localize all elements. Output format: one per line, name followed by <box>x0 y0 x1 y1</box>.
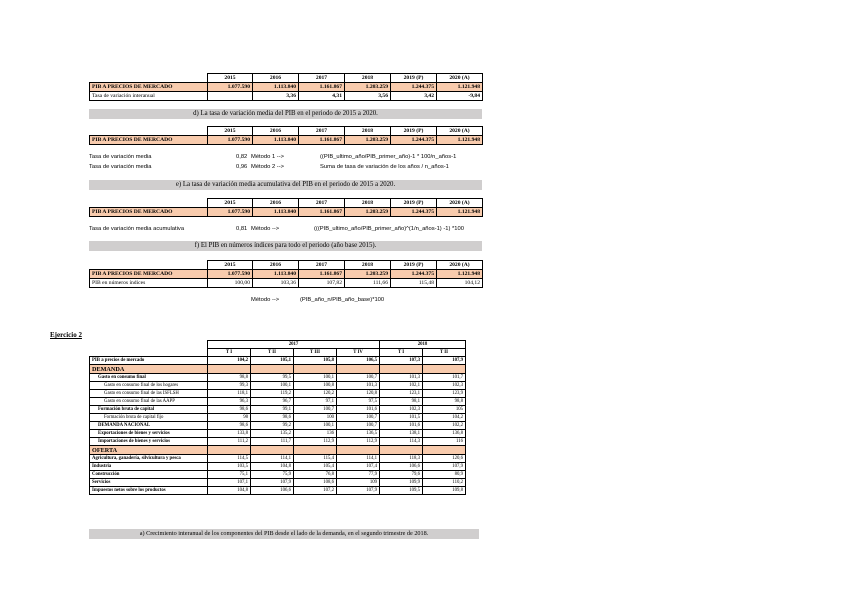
row-value: 99,2 <box>251 422 294 430</box>
row-label: DEMANDA NACIONAL <box>90 422 208 430</box>
pib-value: 1.203.259 <box>345 270 391 279</box>
row-value: 107,2 <box>294 487 337 495</box>
year-cell: 2017 <box>208 341 380 349</box>
year-header-row <box>90 74 483 83</box>
row-value: 105,4 <box>294 463 337 471</box>
row-value: 123,9 <box>423 390 466 398</box>
variation-row <box>90 92 483 101</box>
pib-value: 1.203.259 <box>345 208 391 217</box>
pib-table-3 <box>89 198 483 217</box>
table-row <box>90 390 466 398</box>
pib-label: PIB A PRECIOS DE MERCADO <box>90 270 208 279</box>
quarter-cell: T I <box>380 349 423 357</box>
table-body <box>90 357 466 495</box>
row-label: Agricultura, ganadería, silvicultura y pesca <box>90 455 208 463</box>
row-label: PIB a precios de mercado <box>90 357 208 365</box>
row-label: DEMANDA <box>90 365 208 374</box>
variation-value: 4,31 <box>299 92 345 101</box>
row-value: 114,1 <box>337 455 380 463</box>
row-value: 98 <box>208 414 251 422</box>
pib-value: 1.161.867 <box>299 136 345 145</box>
row-value: 136 <box>294 430 337 438</box>
table-row <box>90 382 466 390</box>
row-value: 98,8 <box>423 398 466 406</box>
pib-value: 1.244.375 <box>391 208 437 217</box>
section-d-caption: d) La tasa de variación media del PIB en el periodo de 2015 a 2020. <box>89 109 482 119</box>
row-label: OFERTA <box>90 446 208 455</box>
row-value: 112,9 <box>294 438 337 446</box>
row-value: 107,9 <box>423 463 466 471</box>
row-value: 120,2 <box>294 390 337 398</box>
row-value: 138,1 <box>380 430 423 438</box>
cumulative-method: Método --> <box>251 226 280 232</box>
row-value: 100,1 <box>294 374 337 382</box>
row-value: 77,9 <box>337 471 380 479</box>
variation-value: -9,84 <box>437 92 483 101</box>
row-value: 119,2 <box>251 390 294 398</box>
row-label: Construcción <box>90 471 208 479</box>
pib-value: 1.203.259 <box>345 136 391 145</box>
row-value: 76,8 <box>294 471 337 479</box>
method-2-label: Tasa de variación media <box>89 164 152 170</box>
index-method: Método --> <box>251 297 280 303</box>
pib-value: 1.113.840 <box>253 83 299 92</box>
year-cell: 2015 <box>208 127 253 136</box>
index-value: 104,12 <box>437 279 483 288</box>
cumulative-value: 0,81 <box>236 226 248 232</box>
row-value: 115,4 <box>294 455 337 463</box>
row-label: Gasto en consumo final de los hogares <box>90 382 208 390</box>
table-row <box>90 471 466 479</box>
table-row <box>90 422 466 430</box>
row-value: 101,7 <box>423 374 466 382</box>
table-row <box>90 455 466 463</box>
row-value <box>380 365 423 374</box>
row-value <box>380 446 423 455</box>
row-value: 97,1 <box>294 398 337 406</box>
year-cell: 2017 <box>299 74 345 83</box>
row-value: 106,6 <box>251 487 294 495</box>
row-value: 98,6 <box>251 414 294 422</box>
section-f-caption: f) El PIB en números índices para todo el periodo (año base 2015). <box>89 241 482 251</box>
row-value: 98,8 <box>208 374 251 382</box>
row-value: 118,3 <box>380 455 423 463</box>
row-value <box>208 446 251 455</box>
pib-value: 1.161.867 <box>299 208 345 217</box>
table-row <box>90 463 466 471</box>
row-value: 114,1 <box>251 455 294 463</box>
row-value: 101,6 <box>337 406 380 414</box>
row-value <box>337 446 380 455</box>
row-value <box>251 365 294 374</box>
row-value: 75,9 <box>251 471 294 479</box>
row-value <box>251 446 294 455</box>
pib-row <box>90 270 483 279</box>
quarterly-index-table <box>89 340 466 495</box>
year-cell: 2016 <box>253 74 299 83</box>
row-value <box>208 365 251 374</box>
pib-value: 1.121.948 <box>437 270 483 279</box>
row-value: 120,8 <box>337 390 380 398</box>
method-1-value: 0,82 <box>236 154 248 160</box>
pib-value: 1.161.867 <box>299 83 345 92</box>
table-row <box>90 446 466 455</box>
year-row <box>90 341 466 349</box>
year-cell: 2016 <box>253 199 299 208</box>
row-value: 110,2 <box>423 479 466 487</box>
row-value: 114,3 <box>380 438 423 446</box>
variation-label: Tasa de variación interanual <box>90 92 208 101</box>
year-cell: 2018 <box>345 74 391 83</box>
year-cell: 2018 <box>345 127 391 136</box>
pib-row <box>90 136 483 145</box>
row-value: 111,2 <box>208 438 251 446</box>
pib-value: 1.077.590 <box>208 136 253 145</box>
year-cell: 2016 <box>253 127 299 136</box>
row-value: 136,8 <box>423 430 466 438</box>
row-label: Gasto en consumo final <box>90 374 208 382</box>
index-formula: (PIB_año_n/PIB_año_base)*100 <box>300 297 385 303</box>
year-cell: 2020 (A) <box>437 261 483 270</box>
row-value: 100,7 <box>337 422 380 430</box>
row-value: 98,6 <box>208 422 251 430</box>
index-label: PIB en números índices <box>90 279 208 288</box>
row-value <box>294 446 337 455</box>
row-value: 101,5 <box>380 414 423 422</box>
pib-value: 1.113.840 <box>253 208 299 217</box>
row-value: 118,1 <box>208 390 251 398</box>
pib-value: 1.113.840 <box>253 270 299 279</box>
row-value: 136,5 <box>337 430 380 438</box>
row-value: 109,8 <box>423 487 466 495</box>
row-value: 116 <box>423 438 466 446</box>
row-value: 135,2 <box>251 430 294 438</box>
index-value: 107,82 <box>299 279 345 288</box>
quarter-row <box>90 349 466 357</box>
year-cell: 2019 (P) <box>391 199 437 208</box>
index-value: 111,66 <box>345 279 391 288</box>
pib-table-4 <box>89 260 483 288</box>
row-value: 104,2 <box>208 357 251 365</box>
row-value: 104,8 <box>208 487 251 495</box>
row-value: 107,4 <box>337 463 380 471</box>
row-value: 104,8 <box>251 463 294 471</box>
pib-value: 1.121.948 <box>437 136 483 145</box>
row-value: 107,1 <box>208 479 251 487</box>
row-value: 101,3 <box>337 382 380 390</box>
row-value: 108,6 <box>294 479 337 487</box>
row-label: Gasto en consumo final de las ISFLSH <box>90 390 208 398</box>
pib-value: 1.244.375 <box>391 136 437 145</box>
row-value: 107,9 <box>251 479 294 487</box>
row-value <box>337 365 380 374</box>
row-value <box>294 365 337 374</box>
row-value: 112,9 <box>337 438 380 446</box>
pib-value: 1.244.375 <box>391 270 437 279</box>
method-1-label: Tasa de variación media <box>89 154 152 160</box>
row-value: 100 <box>294 414 337 422</box>
pib-table-2 <box>89 126 483 145</box>
row-value: 100,8 <box>294 382 337 390</box>
method-2-value: 0,96 <box>236 164 248 170</box>
row-label: Impuestos netos sobre los productos <box>90 487 208 495</box>
pib-label: PIB A PRECIOS DE MERCADO <box>90 136 208 145</box>
row-value: 102,3 <box>380 406 423 414</box>
pib-value: 1.121.948 <box>437 83 483 92</box>
pib-table-1 <box>89 73 483 101</box>
table-row <box>90 357 466 365</box>
row-value: 102,1 <box>380 382 423 390</box>
row-value: 80,9 <box>423 471 466 479</box>
variation-value <box>208 92 253 101</box>
row-value: 97,5 <box>337 398 380 406</box>
index-value: 115,48 <box>391 279 437 288</box>
row-value: 133,8 <box>208 430 251 438</box>
row-value: 105,8 <box>294 357 337 365</box>
index-value: 100,00 <box>208 279 253 288</box>
row-value: 107,3 <box>380 357 423 365</box>
pib-value: 1.203.259 <box>345 83 391 92</box>
pib-value: 1.121.948 <box>437 208 483 217</box>
pib-value: 1.113.840 <box>253 136 299 145</box>
row-value: 107,9 <box>423 357 466 365</box>
year-cell: 2020 (A) <box>437 199 483 208</box>
pib-label: PIB A PRECIOS DE MERCADO <box>90 83 208 92</box>
row-value: 100,7 <box>337 414 380 422</box>
year-cell: 2017 <box>299 127 345 136</box>
row-value: 111,7 <box>251 438 294 446</box>
year-cell: 2015 <box>208 199 253 208</box>
pib-value: 1.161.867 <box>299 270 345 279</box>
table-row <box>90 479 466 487</box>
index-row <box>90 279 483 288</box>
table-row <box>90 487 466 495</box>
year-cell: 2020 (A) <box>437 74 483 83</box>
row-value: 120,6 <box>423 455 466 463</box>
row-label: Importaciones de bienes y servicios <box>90 438 208 446</box>
row-value: 102,3 <box>423 382 466 390</box>
row-value: 106,6 <box>380 463 423 471</box>
table-row <box>90 438 466 446</box>
method-1-formula: ((PIB_ultimo_año/PIB_primer_año)-1 * 100/n_años-1 <box>320 154 457 160</box>
variation-value: 3,36 <box>253 92 299 101</box>
quarter-cell: T IV <box>337 349 380 357</box>
row-value: 98,1 <box>380 398 423 406</box>
cumulative-label: Tasa de variación media acumulativa <box>89 226 185 232</box>
year-cell: 2018 <box>345 199 391 208</box>
row-value: 75,1 <box>208 471 251 479</box>
row-value: 103,5 <box>208 463 251 471</box>
row-label: Exportaciones de bienes y servicios <box>90 430 208 438</box>
cumulative-formula: (((PIB_ultimo_año/PIB_primer_año)^(1/n_años-1) -1) *100 <box>314 226 464 232</box>
row-value <box>423 446 466 455</box>
row-value: 107,9 <box>337 487 380 495</box>
variation-value: 3,56 <box>345 92 391 101</box>
table-row <box>90 406 466 414</box>
table-row <box>90 414 466 422</box>
method-2-name: Método 2 --> <box>251 164 285 170</box>
pib-label: PIB A PRECIOS DE MERCADO <box>90 208 208 217</box>
row-value: 123,1 <box>380 390 423 398</box>
row-value: 100,1 <box>251 382 294 390</box>
table-row <box>90 374 466 382</box>
section-a-caption: a) Crecimiento interanual de los componentes del PIB desde el lado de la demanda, en el segundo trimestre de 2018. <box>89 529 479 539</box>
row-value: 102,2 <box>423 422 466 430</box>
row-value: 96,3 <box>208 398 251 406</box>
year-cell: 2015 <box>208 74 253 83</box>
quarter-cell: T II <box>423 349 466 357</box>
pib-value: 1.077.590 <box>208 208 253 217</box>
row-value: 100,7 <box>337 374 380 382</box>
year-cell: 2015 <box>208 261 253 270</box>
year-cell: 2016 <box>253 261 299 270</box>
method-2-formula: Suma de tasa de variación de los años / n_años-1 <box>320 164 449 170</box>
row-value: 99,5 <box>251 374 294 382</box>
row-value: 100,1 <box>294 422 337 430</box>
row-value: 104,2 <box>423 414 466 422</box>
row-value: 109,5 <box>380 487 423 495</box>
row-value: 114,5 <box>208 455 251 463</box>
table-row <box>90 365 466 374</box>
quarter-cell: T II <box>251 349 294 357</box>
row-value: 99,3 <box>208 382 251 390</box>
year-cell: 2019 (P) <box>391 127 437 136</box>
year-cell: 2020 (A) <box>437 127 483 136</box>
year-cell: 2018 <box>345 261 391 270</box>
table-row <box>90 398 466 406</box>
year-cell: 2018 <box>380 341 466 349</box>
row-value: 109 <box>337 479 380 487</box>
pib-value: 1.244.375 <box>391 83 437 92</box>
quarter-cell: T I <box>208 349 251 357</box>
year-cell: 2017 <box>299 261 345 270</box>
index-value: 103,36 <box>253 279 299 288</box>
section-e-caption: e) La tasa de variación media acumulativa del PIB en el periodo de 2015 a 2020. <box>89 180 482 190</box>
row-value: 98,6 <box>208 406 251 414</box>
exercise-2-title: Ejercicio 2 <box>50 331 82 339</box>
row-value: 99,1 <box>251 406 294 414</box>
row-value: 100,7 <box>294 406 337 414</box>
row-label: Formación bruta de capital <box>90 406 208 414</box>
row-value: 109,9 <box>380 479 423 487</box>
row-value: 105 <box>423 406 466 414</box>
row-value <box>423 365 466 374</box>
row-value: 79,6 <box>380 471 423 479</box>
row-label: Gasto en consumo final de las AAPP <box>90 398 208 406</box>
year-cell: 2017 <box>299 199 345 208</box>
method-1-name: Método 1 --> <box>251 154 285 160</box>
year-cell: 2019 (P) <box>391 261 437 270</box>
row-label: Industria <box>90 463 208 471</box>
row-value: 101,6 <box>380 422 423 430</box>
year-cell: 2019 (P) <box>391 74 437 83</box>
variation-value: 3,42 <box>391 92 437 101</box>
pib-row <box>90 208 483 217</box>
row-value: 101,3 <box>380 374 423 382</box>
row-value: 106,5 <box>337 357 380 365</box>
row-label: Servicios <box>90 479 208 487</box>
row-value: 105,1 <box>251 357 294 365</box>
quarter-cell: T III <box>294 349 337 357</box>
row-value: 96,7 <box>251 398 294 406</box>
pib-value: 1.077.590 <box>208 270 253 279</box>
pib-value: 1.077.590 <box>208 83 253 92</box>
row-label: Formación bruta de capital fijo <box>90 414 208 422</box>
table-row <box>90 430 466 438</box>
pib-row <box>90 83 483 92</box>
